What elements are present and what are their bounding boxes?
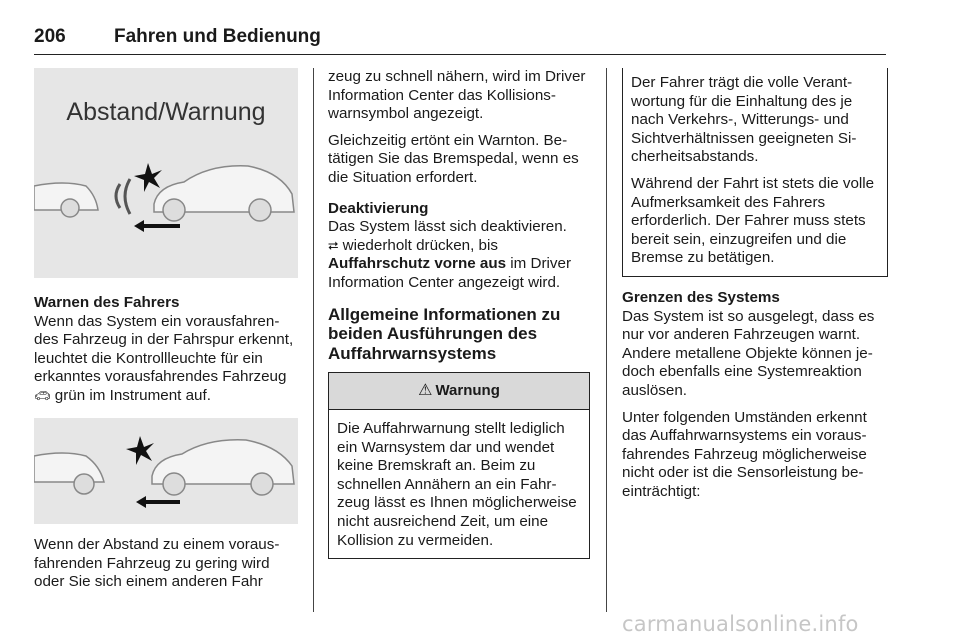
- impact-star-icon: [134, 163, 162, 192]
- para-driver-warning: Wenn das System ein vorausfahrendes Fahrzeug in der Fahrspur erkennt, leuchtet die Kontrollleuchte für ein erkanntes vorausfahrendes Fahrzeug 🚗︎ grün im Instrument auf.: [34, 312, 294, 404]
- column-2: [328, 68, 590, 559]
- column-1-text: [34, 294, 298, 414]
- chapter-title: Fahren und Bedienung: [114, 26, 321, 47]
- warning-box-text: Die Auffahrwarnung stellt lediglich ein Warnsystem dar und wendet keine Bremskraft an. Beim zu schnellen Annähern an ein Fahrzeug lässt es Ihnen möglicherweise nicht ausreichend Zeit, um eine Kollision zu vermeiden.: [337, 420, 577, 549]
- rear-car: [34, 183, 98, 217]
- para-distance: Wenn der Abstand zu einem vorausfahrenden Fahrzeug zu gering wird oder Sie sich einem anderen Fahr: [34, 536, 280, 591]
- heading-system-limits: Grenzen des Systems: [622, 288, 780, 306]
- front-car: [152, 440, 294, 495]
- page-number: 206: [34, 26, 66, 47]
- para-brake: Gleichzeitig ertönt ein Warnton. Betätigen Sie das Bremspedal, wenn es die Situation erfordert.: [328, 131, 579, 186]
- column-1-bottom: [34, 536, 298, 600]
- watermark: carmanualsonline.info: [622, 612, 859, 636]
- front-vehicle-icon: 🚗︎: [34, 387, 51, 403]
- display-title: Abstand/Warnung: [66, 98, 266, 126]
- steering-button-icon: ⮂: [328, 237, 339, 253]
- heading-deactivation: Deaktivierung: [328, 199, 429, 217]
- vehicle-approach-illustration: [34, 418, 298, 524]
- page-header: [34, 24, 886, 55]
- box-para1: Der Fahrer trägt die volle Verantwortung für die Einhaltung des je nach Verkehrs-, Witterungs- und Sichtverhältnissen geeigneten Sicherheitsabstands.: [631, 74, 857, 166]
- radar-wave: [125, 179, 130, 214]
- limits-para1: Das System ist so ausgelegt, dass es nur vor anderen Fahrzeugen warnt. Andere metallene Objekte können jedoch ebenfalls eine Systemreaktion auslösen.: [622, 307, 875, 399]
- deactivation-line2: ⮂ wiederholt drücken, bis: [328, 236, 498, 254]
- deactivation-line1: Das System lässt sich deaktivieren.: [328, 218, 567, 236]
- warning-box-continued: [622, 68, 888, 277]
- warning-triangle-icon: ⚠︎: [418, 382, 433, 400]
- para-continue: zeug zu schnell nähern, wird im Driver Information Center das Kollisionswarnsymbol angezeigt.: [328, 68, 586, 123]
- rear-car: [34, 453, 104, 494]
- limits-para2: Unter folgenden Umständen erkennt das Auffahrwarnsystems ein vorausfahrendes Fahrzeug möglicherweise nicht oder ist die Sensorleistung beeinträchtigt:: [622, 408, 867, 500]
- column-3: [622, 68, 888, 509]
- column-divider: [313, 68, 314, 612]
- approach-arrow: [136, 496, 180, 508]
- column-divider: [606, 68, 607, 612]
- approach-arrow: [134, 220, 180, 232]
- warning-box: [328, 372, 590, 559]
- impact-star-icon: [126, 436, 154, 465]
- heading-driver-warning: Warnen des Fahrers: [34, 294, 180, 311]
- deactivation-line3: Auffahrschutz vorne aus im Driver Information Center angezeigt wird.: [328, 255, 572, 291]
- box-para2: Während der Fahrt ist stets die volle Aufmerksamkeit des Fahrers erforderlich. Der Fahrer muss stets bereit sein, einzugreifen und die Bremse zu betätigen.: [631, 174, 875, 267]
- warning-box-header: ⚠︎ Warnung: [329, 373, 589, 410]
- section-heading: Allgemeine Informationen zu beiden Ausführungen des Auffahrwarnsystems: [328, 304, 561, 363]
- front-car: [154, 166, 294, 221]
- radar-wave: [116, 184, 120, 208]
- collision-warning-display-figure: [34, 68, 298, 278]
- collision-warning-illustration: [34, 68, 298, 278]
- vehicle-approach-figure: [34, 418, 298, 524]
